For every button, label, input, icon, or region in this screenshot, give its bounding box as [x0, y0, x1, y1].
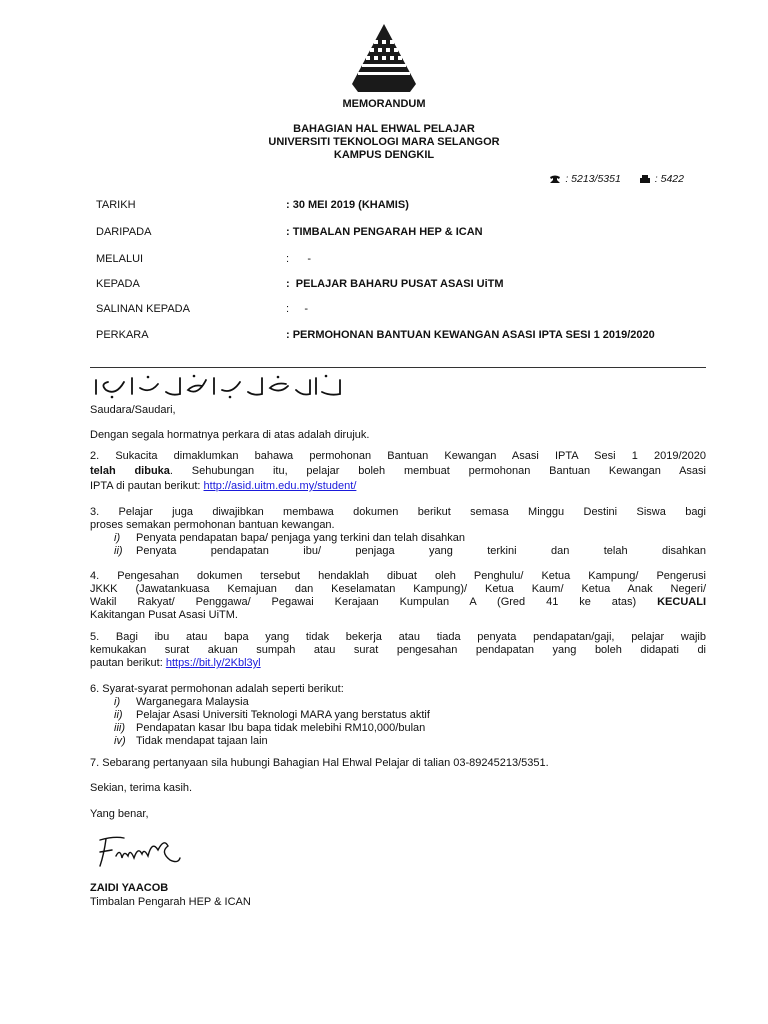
org-line-1: BAHAGIAN HAL EHWAL PELAJAR — [293, 123, 475, 135]
fax-number: : 5422 — [654, 173, 684, 185]
divider-line — [90, 367, 706, 368]
signer-name: ZAIDI YAACOB — [90, 882, 169, 894]
asid-link[interactable]: http://asid.uitm.edu.my/student/ — [203, 480, 357, 492]
paragraph-4-line-2: JKKK (Jawatankuasa Kemajuan dan Keselamatan Kampung)/ Ketua Kaum/ Ketua Anak Negeri/ — [90, 583, 706, 595]
meta-value: : PERMOHONAN BANTUAN KEWANGAN ASASI IPTA SESI 1 2019/2020 — [286, 329, 655, 341]
closing: Sekian, terima kasih. — [90, 782, 193, 794]
signature — [94, 832, 184, 872]
org-line-2: UNIVERSITI TEKNOLOGI MARA SELANGOR — [268, 136, 500, 148]
meta-value: : - — [286, 303, 308, 315]
paragraph-7: 7. Sebarang pertanyaan sila hubungi Bahagian Hal Ehwal Pelajar di talian 03-89245213/5351. — [90, 757, 549, 769]
paragraph-3-line-2: proses semakan permohonan bantuan kewangan. — [90, 519, 335, 531]
list-item — [114, 696, 706, 709]
meta-value: : 30 MEI 2019 (KHAMIS) — [286, 199, 409, 211]
text: . Sehubungan itu, pelajar boleh membuat permohonan Bantuan Kewangan Asasi — [169, 465, 706, 477]
paragraph-2-line-1: 2. Sukacita dimaklumkan bahawa permohonan Bantuan Kewangan Asasi IPTA Sesi 1 2019/2020 — [90, 450, 706, 462]
meta-label: SALINAN KEPADA — [96, 303, 190, 315]
paragraph-3-line-1: 3. Pelajar juga diwajibkan membawa dokumen berikut semasa Minggu Destini Siswa bagi — [90, 506, 706, 518]
bold-text: telah dibuka — [90, 465, 170, 477]
org-line-3: KAMPUS DENGKIL — [333, 149, 435, 161]
meta-row-salinan — [96, 303, 716, 319]
bitly-link[interactable]: https://bit.ly/2Kbl3yl — [165, 657, 261, 669]
paragraph-2-line-3 — [90, 480, 706, 492]
meta-value: : - — [286, 253, 312, 265]
list-text: Warganegara Malaysia — [136, 696, 249, 708]
list-text: Penyata pendapatan bapa/ penjaga yang terkini dan telah disahkan — [136, 532, 466, 544]
bold-text: KECUALI — [657, 596, 706, 608]
phone-number: : 5213/5351 — [565, 173, 621, 185]
meta-label: DARIPADA — [96, 226, 152, 238]
list-item — [114, 545, 706, 558]
meta-label: TARIKH — [96, 199, 136, 211]
list-text: Tidak mendapat tajaan lain — [136, 735, 268, 747]
meta-label: MELALUI — [96, 253, 144, 265]
meta-label: KEPADA — [96, 278, 140, 290]
list-item — [114, 709, 706, 722]
text: pautan berikut: — [90, 657, 166, 669]
meta-label: PERKARA — [96, 329, 149, 341]
salam-calligraphy — [90, 372, 348, 400]
fax-icon — [639, 174, 651, 184]
list-item — [114, 735, 706, 748]
meta-row-daripada — [96, 226, 716, 242]
list-number: ii) — [114, 709, 123, 721]
meta-value: : PELAJAR BAHARU PUSAT ASASI UiTM — [286, 278, 504, 290]
meta-row-perkara — [96, 329, 716, 345]
salutation: Saudara/Saudari, — [90, 404, 176, 416]
list-item — [114, 722, 706, 735]
list-number: iv) — [114, 735, 126, 747]
meta-row-melalui — [96, 253, 716, 269]
uitm-logo — [348, 22, 420, 94]
list-number: i) — [114, 696, 121, 708]
meta-row-kepada — [96, 278, 716, 294]
meta-row-tarikh — [96, 199, 716, 215]
meta-value: : TIMBALAN PENGARAH HEP & ICAN — [286, 226, 483, 238]
yang-benar: Yang benar, — [90, 808, 149, 820]
paragraph-2-line-2 — [90, 465, 706, 477]
paragraph-5-line-3 — [90, 657, 706, 669]
list-text: Pendapatan kasar Ibu bapa tidak melebihi RM10,000/bulan — [136, 722, 426, 734]
list-item — [114, 532, 706, 545]
paragraph-5-line-1: 5. Bagi ibu atau bapa yang tidak bekerja atau tiada penyata pendapatan/gaji, pelajar wajib — [90, 631, 706, 643]
paragraph-4-line-3 — [90, 596, 706, 608]
contact-info — [549, 173, 684, 185]
list-text: Penyata pendapatan ibu/ penjaga yang terkini dan telah disahkan — [136, 545, 706, 557]
list-number: iii) — [114, 722, 125, 734]
phone-icon — [549, 174, 561, 184]
paragraph-1: Dengan segala hormatnya perkara di atas adalah dirujuk. — [90, 429, 370, 441]
paragraph-4-line-1: 4. Pengesahan dokumen tersebut hendaklah dibuat oleh Penghulu/ Ketua Kampung/ Pengerusi — [90, 570, 706, 582]
memo-title: MEMORANDUM — [342, 98, 426, 110]
paragraph-4-line-4: Kakitangan Pusat Asasi UiTM. — [90, 609, 238, 621]
signer-title: Timbalan Pengarah HEP & ICAN — [90, 896, 251, 908]
list-number: ii) — [114, 545, 123, 557]
text: IPTA di pautan berikut: — [90, 480, 204, 492]
paragraph-5-line-2: kemukakan surat akuan sumpah atau surat pengesahan pendapatan yang boleh didapati di — [90, 644, 706, 656]
list-number: i) — [114, 532, 121, 544]
list-text: Pelajar Asasi Universiti Teknologi MARA yang berstatus aktif — [136, 709, 430, 721]
text: Wakil Rakyat/ Penggawa/ Pegawai Kerajaan Kumpulan A (Gred 41 ke atas) — [90, 596, 658, 608]
paragraph-6-line-1: 6. Syarat-syarat permohonan adalah seperti berikut: — [90, 683, 344, 695]
